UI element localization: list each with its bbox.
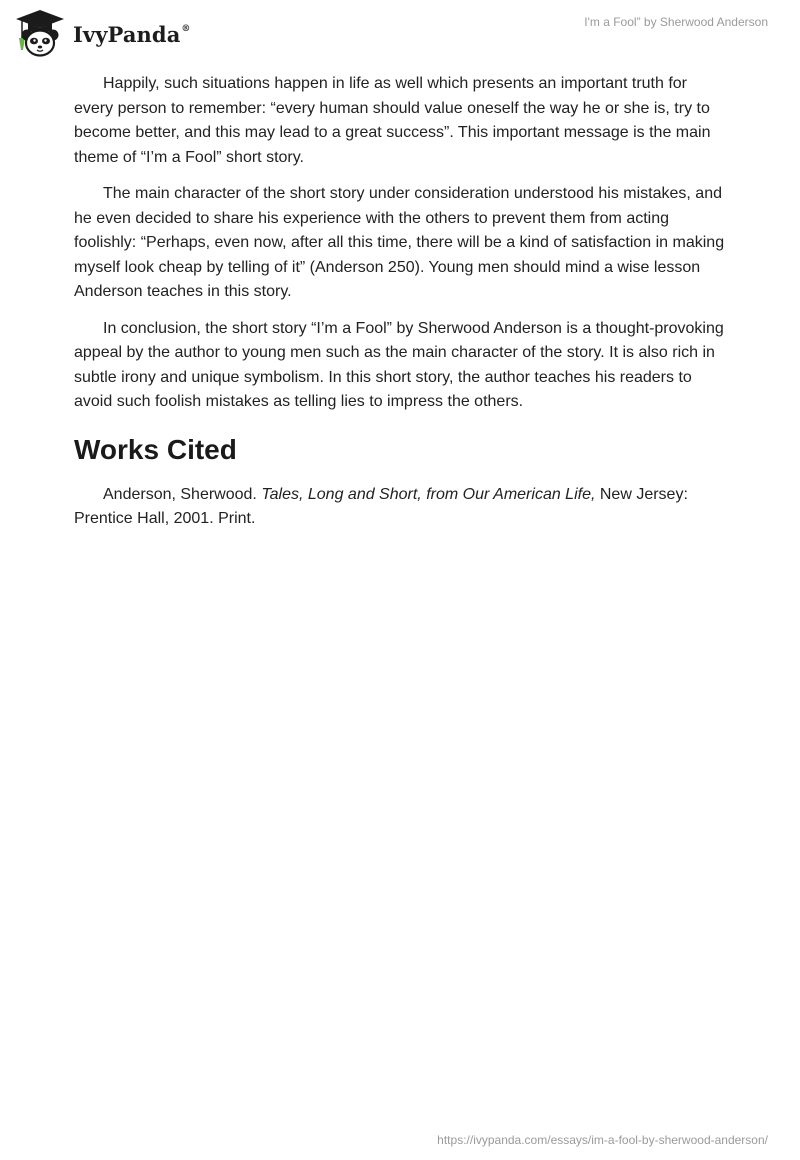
works-cited-heading: Works Cited bbox=[74, 433, 237, 465]
ivypanda-logo[interactable] bbox=[14, 8, 191, 58]
brand-name: IvyPanda® bbox=[73, 21, 191, 47]
paragraph: The main character of the short story under consideration understood his mistakes, and he even decided to share his experience with the others to prevent them from acting foolishly: “Perhaps, even now, after all this time, there will be a kind of satisfaction in making myself look cheap by telling of it” (Anderson 250). Young men should mind a wise lesson Anderson teaches in this story. bbox=[74, 185, 725, 300]
page-header bbox=[0, 0, 800, 62]
document-title: I'm a Fool” by Sherwood Anderson bbox=[584, 15, 768, 29]
essay-body bbox=[74, 72, 728, 532]
citation-title: Tales, Long and Short, from Our American Life, bbox=[261, 485, 596, 503]
citation-author: Anderson, Sherwood. bbox=[103, 485, 257, 503]
source-url[interactable]: https://ivypanda.com/essays/im-a-fool-by-sherwood-anderson/ bbox=[437, 1133, 768, 1147]
citation-entry bbox=[74, 483, 728, 532]
paragraph: In conclusion, the short story “I’m a Fool” by Sherwood Anderson is a thought-provoking appeal by the author to young men such as the main character of the story. It is also rich in subtle irony and unique symbolism. In this short story, the author teaches his readers to avoid such foolish mistakes as telling lies to impress the others. bbox=[74, 319, 724, 410]
panda-graduate-icon bbox=[14, 8, 66, 58]
paragraph: Happily, such situations happen in life as well which presents an important truth for every person to remember: “every human should value oneself the way he or she is, try to become better, and this may lead to a great success”. This important message is the main theme of “I’m a Fool” short story. bbox=[74, 75, 711, 166]
citation-publisher: New Jersey: Prentice Hall, 2001. Print. bbox=[74, 485, 688, 527]
registered-mark: ® bbox=[181, 23, 191, 34]
